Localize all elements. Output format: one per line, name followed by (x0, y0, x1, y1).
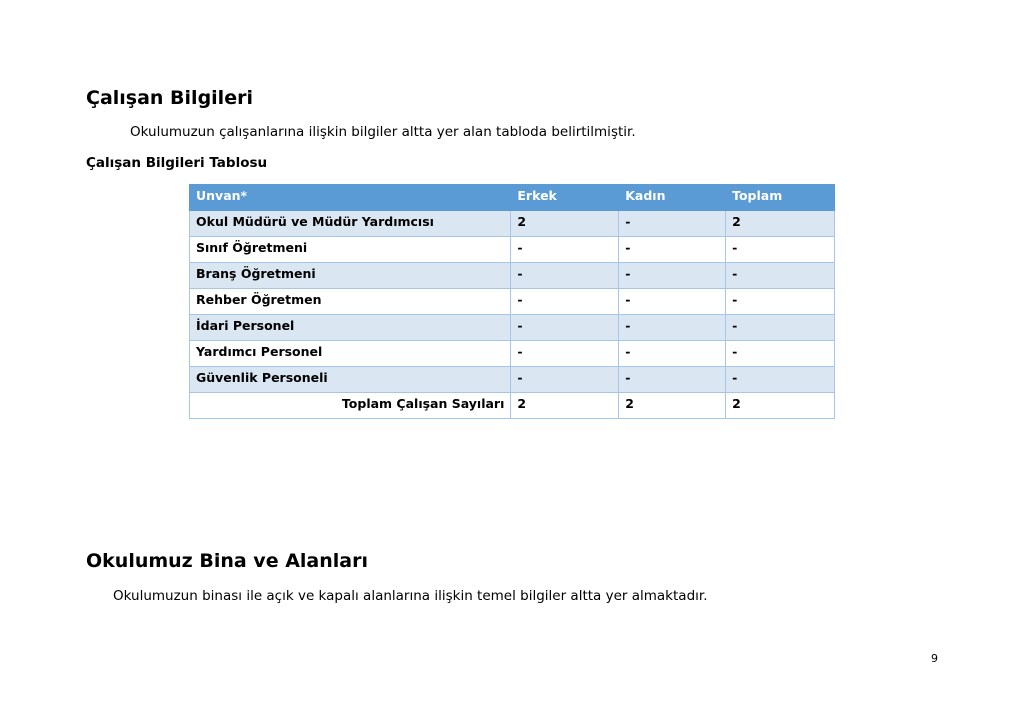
row-title: Branş Öğretmeni (190, 263, 511, 289)
row-male: - (511, 263, 619, 289)
row-total: - (726, 289, 835, 315)
row-male: 2 (511, 211, 619, 237)
row-male: - (511, 289, 619, 315)
header-female: Kadın (619, 185, 726, 211)
row-female: - (619, 237, 726, 263)
row-male: - (511, 367, 619, 393)
row-male: - (511, 237, 619, 263)
row-total: - (726, 315, 835, 341)
table-row (190, 367, 835, 393)
table-title: Çalışan Bilgileri Tablosu (86, 155, 268, 171)
table-row (190, 341, 835, 367)
row-total: - (726, 263, 835, 289)
row-total: - (726, 341, 835, 367)
header-male: Erkek (511, 185, 619, 211)
row-female: - (619, 341, 726, 367)
section-intro: Okulumuzun binası ile açık ve kapalı alanlarına ilişkin temel bilgiler altta yer almaktadır. (113, 588, 708, 604)
row-total: - (726, 237, 835, 263)
table-row (190, 211, 835, 237)
row-title: Okul Müdürü ve Müdür Yardımcısı (190, 211, 511, 237)
row-title: Sınıf Öğretmeni (190, 237, 511, 263)
table-row (190, 315, 835, 341)
row-female: - (619, 367, 726, 393)
row-title: Yardımcı Personel (190, 341, 511, 367)
row-female: - (619, 315, 726, 341)
row-male: - (511, 315, 619, 341)
total-all: 2 (726, 393, 835, 419)
staff-table (189, 184, 835, 419)
table-total-row (190, 393, 835, 419)
header-title: Unvan* (190, 185, 511, 211)
row-female: - (619, 211, 726, 237)
page-number: 9 (931, 652, 938, 665)
section-intro: Okulumuzun çalışanlarına ilişkin bilgiler altta yer alan tabloda belirtilmiştir. (130, 124, 636, 140)
header-total: Toplam (726, 185, 835, 211)
table-header-row (190, 185, 835, 211)
row-title: Güvenlik Personeli (190, 367, 511, 393)
row-total: - (726, 367, 835, 393)
row-total: 2 (726, 211, 835, 237)
row-female: - (619, 263, 726, 289)
row-male: - (511, 341, 619, 367)
total-female: 2 (619, 393, 726, 419)
table-row (190, 263, 835, 289)
row-title: Rehber Öğretmen (190, 289, 511, 315)
total-male: 2 (511, 393, 619, 419)
total-label: Toplam Çalışan Sayıları (190, 393, 511, 419)
row-title: İdari Personel (190, 315, 511, 341)
row-female: - (619, 289, 726, 315)
section-title: Okulumuz Bina ve Alanları (86, 550, 368, 572)
table-row (190, 289, 835, 315)
table-row (190, 237, 835, 263)
section-title: Çalışan Bilgileri (86, 87, 253, 109)
